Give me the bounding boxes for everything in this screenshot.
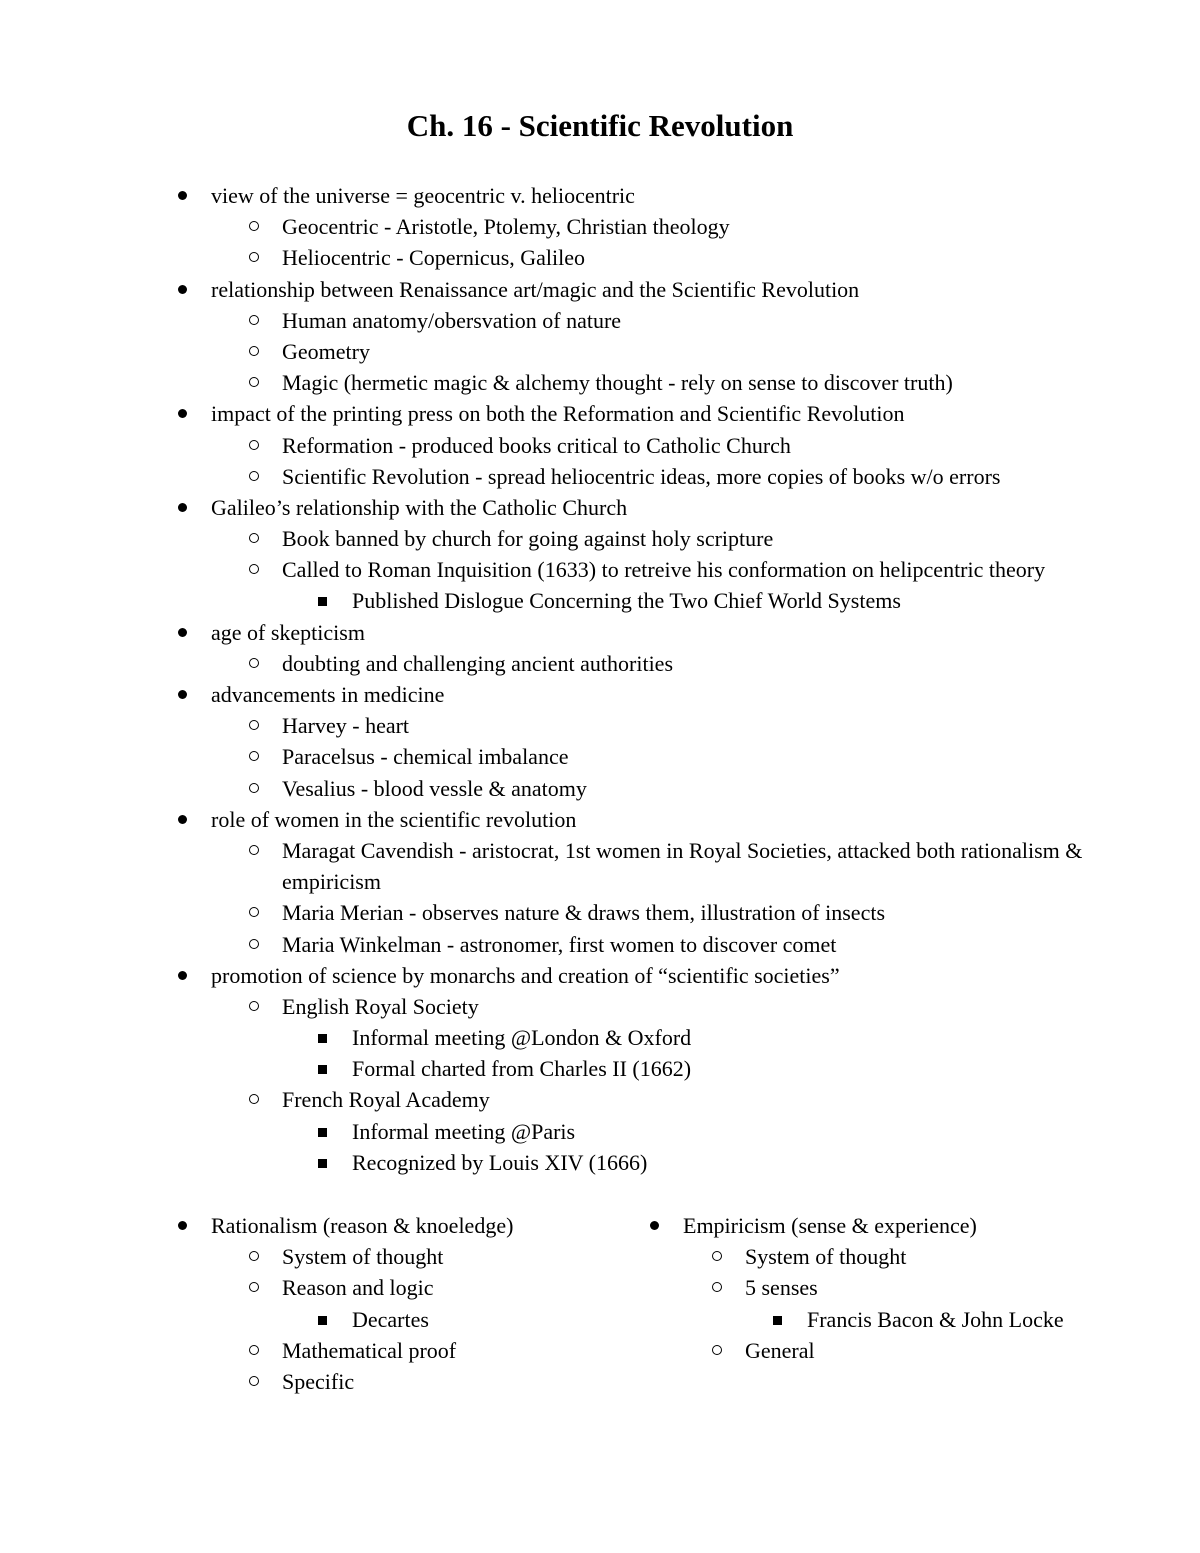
bullet-disc-icon [178, 628, 187, 637]
item-text: Maragat Cavendish - aristocrat, 1st women in Royal Societies, attacked both rationalism & empiricism [282, 837, 1083, 895]
list-item [0, 1304, 1200, 1335]
item-text: Decartes [352, 1306, 429, 1332]
list-item [0, 242, 1200, 273]
item-text: System of thought [745, 1244, 907, 1270]
bullet-circle-icon [249, 533, 259, 543]
item-text: Informal meeting @London & Oxford [352, 1025, 692, 1051]
item-text: Scientific Revolution - spread heliocentric ideas, more copies of books w/o errors [282, 463, 1001, 489]
bullet-circle-icon [249, 564, 259, 574]
item-text: Harvey - heart [282, 713, 410, 739]
list-item [0, 461, 1200, 492]
bullet-disc-icon [178, 690, 187, 699]
bullet-square-icon [318, 597, 327, 606]
item-text: promotion of science by monarchs and creation of “scientific societies” [211, 962, 840, 988]
item-text: Maria Winkelman - astronomer, first women to discover comet [282, 931, 837, 957]
item-text: General [745, 1337, 815, 1363]
item-text: Book banned by church for going against holy scripture [282, 526, 774, 552]
bullet-circle-icon [249, 751, 259, 761]
bullet-disc-icon [178, 971, 187, 980]
item-text: Magic (hermetic magic & alchemy thought - rely on sense to discover truth) [282, 370, 953, 396]
list-item [0, 211, 1200, 242]
bullet-circle-icon [249, 315, 259, 325]
bullet-circle-icon [249, 346, 259, 356]
bullet-circle-icon [712, 1251, 722, 1261]
item-text: Specific [282, 1368, 355, 1394]
list-item [0, 1116, 1200, 1147]
item-text: doubting and challenging ancient authorities [282, 650, 674, 676]
item-text: Rationalism (reason & knoeledge) [211, 1213, 514, 1238]
item-text: French Royal Academy [282, 1087, 490, 1113]
item-text: Formal charted from Charles II (1662) [352, 1056, 692, 1082]
item-text: Reformation - produced books critical to Catholic Church [282, 432, 791, 458]
comparison-columns [0, 1210, 1200, 1410]
bullet-circle-icon [249, 845, 259, 855]
list-item [0, 648, 1200, 679]
bullet-circle-icon [249, 783, 259, 793]
item-text: Heliocentric - Copernicus, Galileo [282, 245, 586, 271]
item-text: Called to Roman Inquisition (1633) to retreive his conformation on helipcentric theory [282, 557, 1046, 583]
list-item [0, 835, 1200, 897]
list-item [0, 617, 1200, 648]
item-text: Geocentric - Aristotle, Ptolemy, Christian theology [282, 214, 730, 240]
bullet-disc-icon [178, 409, 187, 418]
bullet-disc-icon [650, 1221, 659, 1230]
notes-list [0, 180, 1200, 1178]
list-item [0, 1241, 1200, 1272]
list-item [0, 1210, 1200, 1241]
list-item [0, 773, 1200, 804]
list-item [0, 430, 1200, 461]
bullet-circle-icon [712, 1282, 722, 1292]
item-text: age of skepticism [211, 619, 365, 645]
item-text: Published Dislogue Concerning the Two Chief World Systems [352, 588, 901, 614]
list-item [0, 398, 1200, 429]
list-item [0, 1272, 1200, 1303]
bullet-disc-icon [178, 191, 187, 200]
bullet-square-icon [773, 1316, 782, 1325]
item-text: Reason and logic [282, 1275, 434, 1301]
list-item [0, 554, 1200, 585]
list-item [0, 710, 1200, 741]
item-text: role of women in the scientific revolution [211, 806, 577, 832]
bullet-square-icon [318, 1065, 327, 1074]
list-item [0, 523, 1200, 554]
bullet-circle-icon [249, 720, 259, 730]
item-text: Empiricism (sense & experience) [683, 1213, 977, 1238]
page-title: Ch. 16 - Scientific Revolution [406, 108, 794, 143]
empiricism-column [0, 1210, 1200, 1366]
item-text: English Royal Society [282, 993, 479, 1019]
bullet-circle-icon [249, 221, 259, 231]
bullet-circle-icon [249, 471, 259, 481]
bullet-square-icon [318, 1128, 327, 1137]
item-text: Galileo’s relationship with the Catholic Church [211, 494, 628, 520]
list-item [0, 1084, 1200, 1115]
bullet-circle-icon [249, 1376, 259, 1386]
list-item [0, 180, 1200, 211]
bullet-circle-icon [249, 939, 259, 949]
item-text: Human anatomy/obersvation of nature [282, 307, 622, 333]
item-text: Recognized by Louis XIV (1666) [352, 1149, 648, 1175]
list-item [0, 897, 1200, 928]
item-text: System of thought [282, 1244, 444, 1270]
bullet-circle-icon [249, 1001, 259, 1011]
item-text: view of the universe = geocentric v. heliocentric [211, 183, 635, 208]
item-text: impact of the printing press on both the Reformation and Scientific Revolution [211, 401, 905, 427]
item-text: advancements in medicine [211, 682, 445, 707]
list-item [0, 741, 1200, 772]
item-text: Vesalius - blood vessle & anatomy [282, 775, 587, 801]
list-item [0, 804, 1200, 835]
list-item [0, 1053, 1200, 1084]
list-item [0, 1022, 1200, 1053]
bullet-disc-icon [178, 503, 187, 512]
item-text: Maria Merian - observes nature & draws them, illustration of insects [282, 900, 886, 926]
list-item [0, 991, 1200, 1022]
item-text: 5 senses [745, 1275, 818, 1301]
bullet-circle-icon [249, 907, 259, 917]
list-item [0, 1147, 1200, 1178]
bullet-circle-icon [249, 1094, 259, 1104]
item-text: Geometry [282, 338, 370, 364]
item-text: Mathematical proof [282, 1337, 457, 1363]
list-item [0, 679, 1200, 710]
list-item [0, 960, 1200, 991]
list-item [0, 1366, 600, 1397]
item-text: Paracelsus - chemical imbalance [282, 744, 569, 770]
bullet-circle-icon [249, 658, 259, 668]
list-item [0, 492, 1200, 523]
bullet-disc-icon [178, 815, 187, 824]
item-text: relationship between Renaissance art/magic and the Scientific Revolution [211, 276, 860, 302]
bullet-circle-icon [249, 377, 259, 387]
item-text: Francis Bacon & John Locke [807, 1306, 1064, 1332]
bullet-square-icon [318, 1034, 327, 1043]
list-item [0, 336, 1200, 367]
list-item [0, 929, 1200, 960]
list-item [0, 367, 1200, 398]
bullet-circle-icon [249, 440, 259, 450]
bullet-circle-icon [249, 252, 259, 262]
list-item [0, 585, 1200, 616]
bullet-circle-icon [712, 1345, 722, 1355]
bullet-square-icon [318, 1159, 327, 1168]
list-item [0, 274, 1200, 305]
item-text: Informal meeting @Paris [352, 1118, 576, 1144]
list-item [0, 305, 1200, 336]
bullet-disc-icon [178, 285, 187, 294]
list-item [0, 1335, 1200, 1366]
